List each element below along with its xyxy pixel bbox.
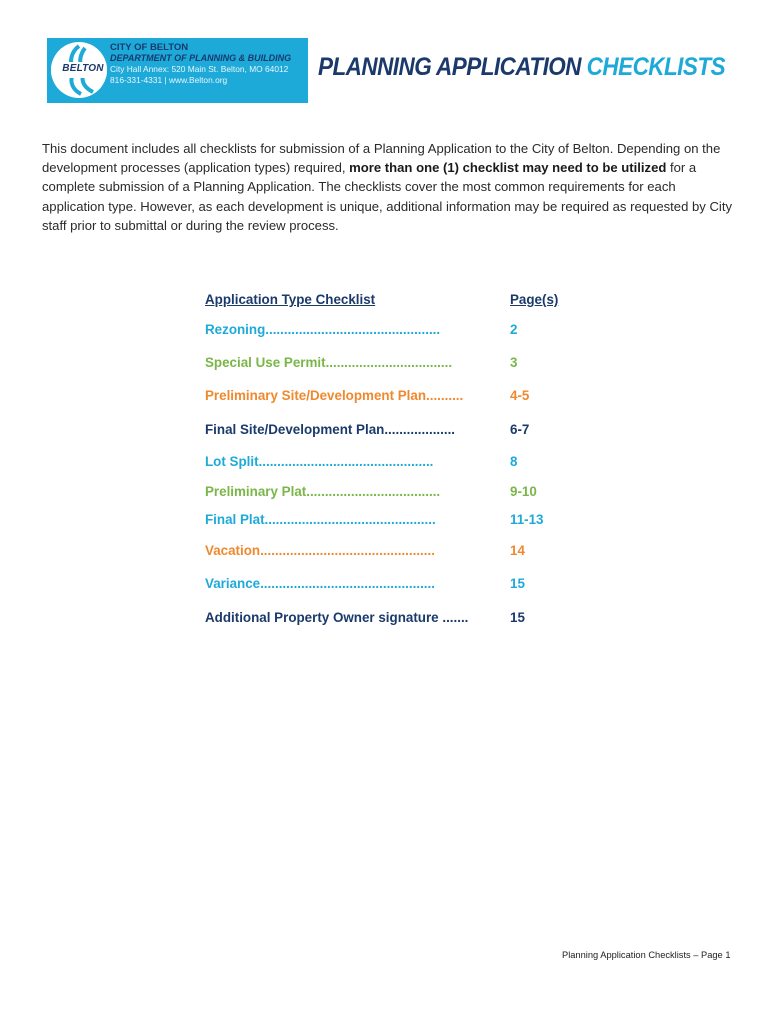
toc-row [205, 610, 545, 630]
toc-row-label: Variance............................................... [205, 576, 435, 591]
toc-row-label: Vacation............................................... [205, 543, 435, 558]
toc-row-pages: 2 [510, 322, 518, 337]
toc-row-pages: 6-7 [510, 422, 530, 437]
toc-row-label: Preliminary Plat.................................... [205, 484, 441, 499]
toc-header-type: Application Type Checklist [205, 292, 376, 307]
department-address: City Hall Annex: 520 Main St. Belton, MO 64012 [110, 64, 289, 74]
toc-row [205, 512, 545, 532]
intro-paragraph [42, 139, 732, 235]
toc-row-pages: 14 [510, 543, 525, 558]
toc-row [205, 576, 545, 596]
toc-row [205, 454, 545, 474]
toc-row [205, 322, 545, 342]
title-part-1: PLANNING APPLICATION [318, 53, 581, 81]
intro-bold: more than one (1) checklist may need to be utilized [349, 160, 667, 176]
intro-text-1: This document includes all checklists for submission of a Planning Application to the City of Belton. Depending on the development processes (application types) required, [42, 141, 721, 176]
toc-row [205, 355, 545, 375]
toc-row [205, 484, 545, 504]
toc-row-pages: 4-5 [510, 388, 530, 403]
department-info [110, 42, 306, 86]
intro-text-2: for a complete submission of a Planning Application. The checklists cover the most common requirements for each application type. However, as each development is unique, additional information may be required as requested by City staff prior to submittal or during the review process. [42, 160, 733, 233]
toc-row-label: Lot Split............................................... [205, 454, 434, 469]
department-name: DEPARTMENT OF PLANNING & BUILDING [110, 53, 292, 63]
toc-row-label: Preliminary Site/Development Plan.......... [205, 388, 464, 403]
page-footer: Planning Application Checklists – Page 1 [562, 950, 731, 960]
toc-row-pages: 9-10 [510, 484, 537, 499]
document-title [318, 53, 725, 82]
toc-row-pages: 15 [510, 610, 525, 625]
toc-row-pages: 15 [510, 576, 525, 591]
toc-row [205, 388, 545, 408]
toc-row-pages: 8 [510, 454, 518, 469]
logo-wordmark: BELTON [62, 63, 104, 74]
toc-row-label: Final Site/Development Plan................... [205, 422, 456, 437]
toc-row-label: Final Plat.............................................. [205, 512, 436, 527]
department-contact: 816-331-4331 | www.Belton.org [110, 75, 228, 85]
toc-row-pages: 3 [510, 355, 518, 370]
toc-row [205, 543, 545, 563]
belton-logo [51, 42, 107, 98]
toc-row-label: Rezoning............................................... [205, 322, 441, 337]
department-header-box [47, 38, 308, 103]
city-name: CITY OF BELTON [110, 42, 189, 53]
toc-row [205, 422, 545, 442]
toc-row-label: Additional Property Owner signature ....... [205, 610, 469, 625]
title-part-2: CHECKLISTS [586, 53, 726, 81]
toc-header-pages: Page(s) [510, 292, 559, 307]
toc-row-pages: 11-13 [510, 512, 544, 527]
toc-row-label: Special Use Permit.................................. [205, 355, 453, 370]
